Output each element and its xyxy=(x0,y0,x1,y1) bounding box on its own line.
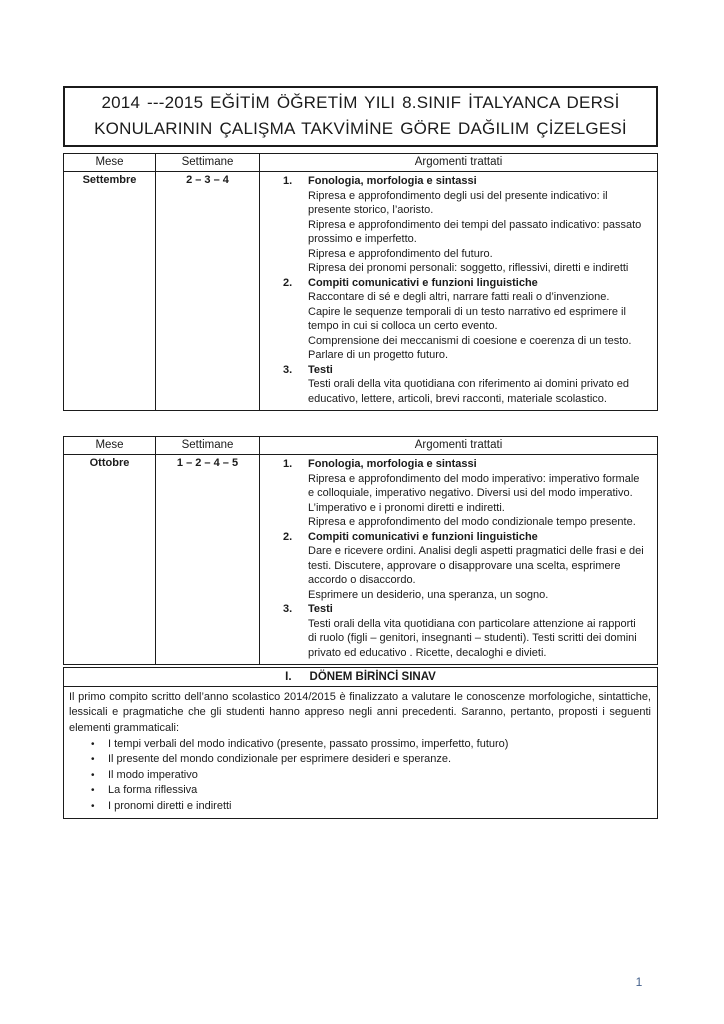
topic-item xyxy=(260,276,644,363)
exam-heading xyxy=(64,668,657,687)
topic-paragraph: Ripresa e approfondimento del modo condizionale tempo presente. xyxy=(308,516,636,528)
topic-heading: Fonologia, morfologia e sintassi xyxy=(308,175,477,187)
topic-item xyxy=(260,602,644,660)
table-header-row xyxy=(64,154,658,172)
title-line-2: KONULARININ ÇALIŞMA TAKVİMİNE GÖRE DAĞILIM ÇİZELGESİ xyxy=(94,119,627,138)
title-box xyxy=(63,86,658,147)
topic-paragraph: Esprimere un desiderio, una speranza, un sogno. xyxy=(308,588,549,601)
topic-paragraph: Raccontare di sé e degli altri, narrare fatti reali o d’invenzione. xyxy=(308,291,610,303)
topic-item xyxy=(260,457,644,530)
bullet-icon: • xyxy=(91,769,95,781)
topic-number: 2. xyxy=(283,530,293,543)
topic-heading-row xyxy=(260,174,644,189)
column-header-mese: Mese xyxy=(64,437,156,455)
topic-number: 1. xyxy=(283,458,293,470)
exam-section xyxy=(63,667,658,819)
weeks-cell: 2 – 3 – 4 xyxy=(156,172,260,411)
month-cell: Ottobre xyxy=(64,455,156,665)
topic-paragraph: Ripresa e approfondimento degli usi del presente indicativo: il presente storico, l’aoristo. xyxy=(308,189,608,216)
bullet-text: I pronomi diretti e indiretti xyxy=(108,799,232,812)
topic-heading: Testi xyxy=(308,363,333,376)
topic-heading: Testi xyxy=(308,603,333,615)
topic-paragraph: Ripresa e approfondimento del futuro. xyxy=(308,247,493,260)
topic-paragraph: Ripresa e approfondimento dei tempi del passato indicativo: passato prossimo e imperfetto. xyxy=(308,218,642,245)
topic-paragraph: Ripresa dei pronomi personali: soggetto, riflessivi, diretti e indiretti xyxy=(308,262,629,274)
topic-paragraph: Capire le sequenze temporali di un testo narrativo ed esprimere il tempo in cui si colloca un certo evento. xyxy=(308,305,626,332)
bullet-text: Il modo imperativo xyxy=(108,768,198,781)
bullet-icon: • xyxy=(91,754,95,766)
topic-paragraph: Dare e ricevere ordini. Analisi degli aspetti pragmatici delle frasi e dei testi. Discutere, approvare o disapprovare una scelta, esprimere accordo o disaccordo. xyxy=(308,545,644,586)
topic-heading-row xyxy=(260,457,644,472)
bullet-item xyxy=(69,752,651,767)
month-cell: Settembre xyxy=(64,172,156,411)
bullet-text: I tempi verbali del modo indicativo (presente, passato prossimo, imperfetto, futuro) xyxy=(108,737,509,750)
bullet-item xyxy=(69,737,651,752)
topic-heading-row xyxy=(260,530,644,545)
topic-heading: Compiti comunicativi e funzioni linguistiche xyxy=(308,276,538,289)
september-table xyxy=(63,153,658,411)
column-header-settimane: Settimane xyxy=(156,437,260,455)
topic-paragraph: Comprensione dei meccanismi di coesione e coerenza di un testo. xyxy=(308,334,632,347)
topic-heading-row xyxy=(260,602,644,617)
topic-heading-row xyxy=(260,363,644,378)
title-line-1: 2014 ---2015 EĞİTİM ÖĞRETİM YILI 8.SINIF İTALYANCA DERSİ xyxy=(101,93,620,112)
bullet-item xyxy=(69,799,651,814)
topic-paragraph: Testi orali della vita quotidiana con particolare attenzione ai rapporti di ruolo (figli – genitori, insegnanti – studenti). Testi scritti dei domini privato ed educativo . Ricette, decaloghi e divieti. xyxy=(308,617,637,659)
topics-cell xyxy=(260,455,658,665)
table-row xyxy=(64,455,658,665)
weeks-cell: 1 – 2 – 4 – 5 xyxy=(156,455,260,665)
topic-number: 3. xyxy=(283,603,293,615)
topic-paragraph: Parlare di un progetto futuro. xyxy=(308,349,449,361)
table-row xyxy=(64,172,658,411)
bullet-item xyxy=(69,783,651,798)
topic-heading-row xyxy=(260,276,644,291)
topic-number: 1. xyxy=(283,175,293,187)
topics-cell xyxy=(260,172,658,411)
column-header-argomenti: Argomenti trattati xyxy=(260,154,658,172)
topic-heading: Fonologia, morfologia e sintassi xyxy=(308,458,477,470)
exam-heading-text: DÖNEM BİRİNCİ SINAV xyxy=(309,671,436,683)
topic-number: 3. xyxy=(283,363,293,376)
table-header-row xyxy=(64,437,658,455)
october-table xyxy=(63,436,658,665)
bullet-icon: • xyxy=(91,800,95,812)
bullet-list xyxy=(69,737,651,814)
bullet-icon: • xyxy=(91,785,95,797)
topic-item xyxy=(260,363,644,407)
bullet-text: Il presente del mondo condizionale per esprimere desideri e speranze. xyxy=(108,753,452,766)
topic-paragraph: Testi orali della vita quotidiana con riferimento ai domini privato ed educativo, lettere, articoli, brevi racconti, materiale scolastico. xyxy=(308,378,630,405)
exam-paragraph: Il primo compito scritto dell’anno scolastico 2014/2015 è finalizzato a valutare le conoscenze morfologiche, sintattiche, lessicali e pragmatiche che gli studenti hanno appreso negli anni precedenti. Saranno, pertanto, proposti i seguenti elementi grammaticali: xyxy=(69,691,651,734)
bullet-icon: • xyxy=(91,738,95,750)
page-number: 1 xyxy=(635,975,643,989)
topic-item xyxy=(260,174,644,276)
topic-number: 2. xyxy=(283,276,293,289)
topic-heading: Compiti comunicativi e funzioni linguistiche xyxy=(308,530,538,543)
exam-heading-number: I. xyxy=(285,671,292,683)
column-header-settimane: Settimane xyxy=(156,154,260,172)
bullet-text: La forma riflessiva xyxy=(108,784,198,797)
column-header-mese: Mese xyxy=(64,154,156,172)
topic-item xyxy=(260,530,644,603)
exam-body xyxy=(64,687,657,818)
topic-paragraph: Ripresa e approfondimento del modo imperativo: imperativo formale e colloquiale, imperativo negativo. Diversi usi del modo imperativo. L’imperativo e i pronomi diretti e indiretti. xyxy=(308,472,640,514)
bullet-item xyxy=(69,768,651,783)
column-header-argomenti: Argomenti trattati xyxy=(260,437,658,455)
